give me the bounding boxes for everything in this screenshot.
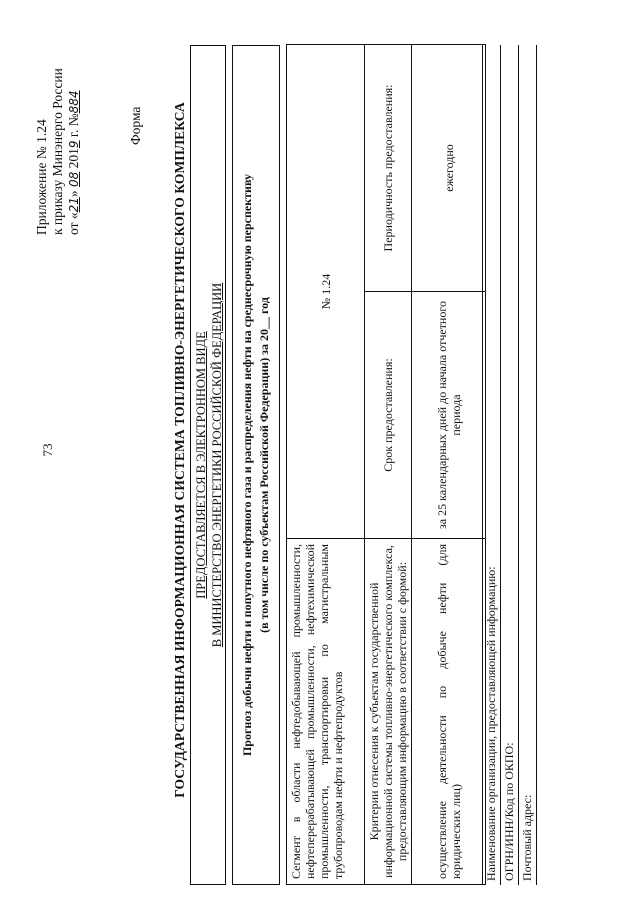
order-date-number xyxy=(66,45,82,235)
submission-box xyxy=(190,45,226,885)
date-prefix: от « xyxy=(66,212,81,235)
form-title-line-2: (в том числе по субъектам Российской Федерации) за 20__ год xyxy=(257,297,271,633)
periodicity-value: ежегодно xyxy=(412,44,486,291)
form-number-cell: № 1.24 xyxy=(287,44,365,538)
deadline-header: Срок предоставления: xyxy=(365,292,412,539)
criteria-header-row xyxy=(365,44,412,884)
form-title-line-1: Прогноз добычи нефти и попутного нефтяного газа и распределения нефти на среднесрочную перспективу xyxy=(240,173,254,757)
order-reference: к приказу Минэнерго России xyxy=(50,68,65,235)
year-prefix: 201 xyxy=(66,148,81,169)
postal-address-line: Почтовый адрес: xyxy=(519,45,537,885)
handwritten-month: 08 xyxy=(67,171,81,187)
segment-row xyxy=(287,44,365,884)
organization-codes-line: ОГРН/ИНН/Код по ОКПО: xyxy=(501,45,519,885)
periodicity-header: Периодичность предоставления: xyxy=(365,44,412,291)
submission-line-1: ПРЕДОСТАВЛЯЕТСЯ В ЭЛЕКТРОННОМ ВИДЕ xyxy=(194,331,208,599)
deadline-value: за 25 календарных дней до начала отчетного периода xyxy=(412,292,486,539)
criteria-value-row xyxy=(412,44,486,884)
form-info-table xyxy=(286,44,486,885)
number-prefix: г. № xyxy=(66,113,81,141)
form-title-box xyxy=(232,45,280,885)
main-title: ГОСУДАРСТВЕННАЯ ИНФОРМАЦИОННАЯ СИСТЕМА ТОПЛИВНО-ЭНЕРГЕТИЧЕСКОГО КОМПЛЕКСА xyxy=(172,102,187,798)
page-number: 73 xyxy=(40,443,55,457)
criteria-header: Критерии отнесения к субъектам государственной информационной системы топливно-энергетического комплекса, предоставляющим информацию в соответствии с формой: xyxy=(365,539,412,885)
date-quote: » xyxy=(66,190,81,198)
organization-info-lines xyxy=(482,45,537,885)
segment-cell: Сегмент в области нефтедобывающей промышленности, нефтеперерабатывающей промышленности, нефтехимической промышленности, транспортировки по магистральным трубопроводам нефти и нефтепродуктов xyxy=(287,539,365,885)
organization-name-line: Наименование организации, предоставляющей информацию: xyxy=(483,45,501,885)
criteria-value: осуществление деятельности по добыче нефти (для юридических лиц) xyxy=(412,539,486,885)
form-label: Форма xyxy=(128,106,143,145)
appendix-title: Приложение № 1.24 xyxy=(34,119,49,235)
handwritten-order-number: 884 xyxy=(67,90,81,114)
handwritten-day: 21 xyxy=(67,197,81,213)
handwritten-year-digit: 9 xyxy=(67,140,81,149)
submission-line-2: В МИНИСТЕРСТВО ЭНЕРГЕТИКИ РОССИЙСКОЙ ФЕДЕРАЦИИ xyxy=(210,282,224,648)
appendix-header xyxy=(34,45,82,235)
